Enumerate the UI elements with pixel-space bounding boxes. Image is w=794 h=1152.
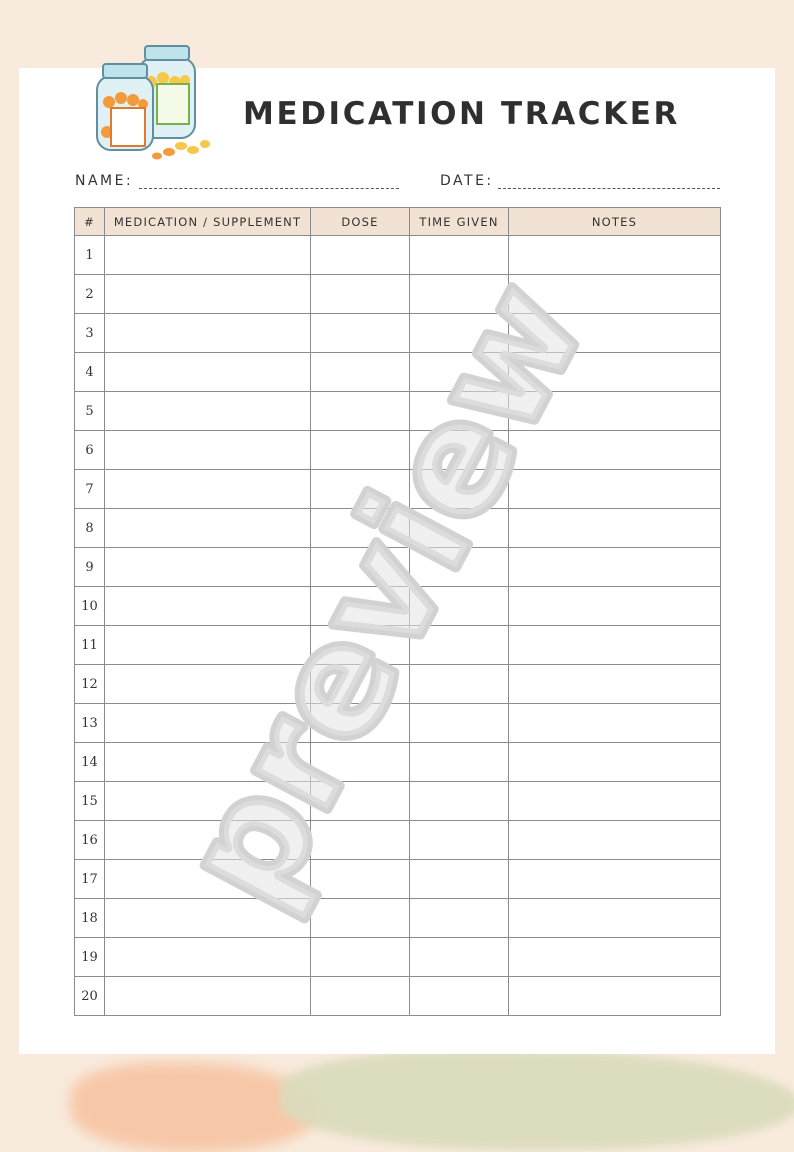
table-row [75,431,721,470]
time-given-cell[interactable] [410,275,509,314]
notes-cell[interactable] [509,353,721,392]
table-row [75,626,721,665]
time-given-cell[interactable] [410,743,509,782]
row-number: 4 [75,353,105,392]
notes-cell[interactable] [509,782,721,821]
decorative-green-brushstroke [280,1050,794,1150]
table-row [75,704,721,743]
time-given-cell[interactable] [410,782,509,821]
medication-cell[interactable] [105,392,311,431]
table-row [75,275,721,314]
notes-cell[interactable] [509,977,721,1016]
time-given-cell[interactable] [410,626,509,665]
row-number: 13 [75,704,105,743]
row-number: 9 [75,548,105,587]
medication-cell[interactable] [105,860,311,899]
time-given-cell[interactable] [410,509,509,548]
table-row [75,353,721,392]
column-header-dose: DOSE [311,208,410,236]
table-row [75,548,721,587]
column-header-number: # [75,208,105,236]
time-given-cell[interactable] [410,236,509,275]
row-number: 20 [75,977,105,1016]
table-row [75,899,721,938]
time-given-cell[interactable] [410,353,509,392]
dose-cell[interactable] [311,821,410,860]
row-number: 17 [75,860,105,899]
row-number: 6 [75,431,105,470]
notes-cell[interactable] [509,470,721,509]
time-given-cell[interactable] [410,548,509,587]
time-given-cell[interactable] [410,977,509,1016]
row-number: 7 [75,470,105,509]
medication-cell[interactable] [105,665,311,704]
dose-cell[interactable] [311,587,410,626]
row-number: 3 [75,314,105,353]
notes-cell[interactable] [509,548,721,587]
notes-cell[interactable] [509,587,721,626]
dose-cell[interactable] [311,704,410,743]
medication-cell[interactable] [105,587,311,626]
medication-cell[interactable] [105,821,311,860]
medication-cell[interactable] [105,353,311,392]
dose-cell[interactable] [311,938,410,977]
medicine-bottles-icon [81,42,221,160]
notes-cell[interactable] [509,704,721,743]
dose-cell[interactable] [311,470,410,509]
table-row [75,938,721,977]
table-row [75,782,721,821]
dose-cell[interactable] [311,236,410,275]
notes-cell[interactable] [509,431,721,470]
row-number: 16 [75,821,105,860]
table-body [75,236,721,1016]
table-row [75,821,721,860]
notes-cell[interactable] [509,899,721,938]
time-given-cell[interactable] [410,821,509,860]
table-row [75,860,721,899]
table-header-row [75,208,721,236]
notes-cell[interactable] [509,509,721,548]
medication-cell[interactable] [105,548,311,587]
dose-cell[interactable] [311,509,410,548]
dose-cell[interactable] [311,977,410,1016]
dose-cell[interactable] [311,899,410,938]
dose-cell[interactable] [311,860,410,899]
notes-cell[interactable] [509,275,721,314]
notes-cell[interactable] [509,236,721,275]
medication-cell[interactable] [105,899,311,938]
time-given-cell[interactable] [410,899,509,938]
row-number: 19 [75,938,105,977]
dose-cell[interactable] [311,431,410,470]
date-field[interactable] [498,188,720,189]
notes-cell[interactable] [509,860,721,899]
dose-cell[interactable] [311,782,410,821]
medication-cell[interactable] [105,470,311,509]
medication-cell[interactable] [105,782,311,821]
medication-cell[interactable] [105,704,311,743]
time-given-cell[interactable] [410,860,509,899]
row-number: 15 [75,782,105,821]
time-given-cell[interactable] [410,392,509,431]
name-field[interactable] [139,188,399,189]
notes-cell[interactable] [509,392,721,431]
table-row [75,314,721,353]
row-number: 14 [75,743,105,782]
row-number: 2 [75,275,105,314]
notes-cell[interactable] [509,626,721,665]
notes-cell[interactable] [509,821,721,860]
row-number: 1 [75,236,105,275]
medication-cell[interactable] [105,431,311,470]
time-given-cell[interactable] [410,470,509,509]
time-given-cell[interactable] [410,314,509,353]
medication-cell[interactable] [105,275,311,314]
page-title: MEDICATION TRACKER [243,96,681,132]
table-row [75,743,721,782]
dose-cell[interactable] [311,353,410,392]
medication-cell[interactable] [105,509,311,548]
column-header-notes: NOTES [509,208,721,236]
medication-cell[interactable] [105,743,311,782]
table-row [75,470,721,509]
medication-cell[interactable] [105,977,311,1016]
dose-cell[interactable] [311,314,410,353]
time-given-cell[interactable] [410,431,509,470]
table-row [75,509,721,548]
notes-cell[interactable] [509,938,721,977]
time-given-cell[interactable] [410,938,509,977]
medication-cell[interactable] [105,938,311,977]
medication-table [74,207,721,1016]
dose-cell[interactable] [311,626,410,665]
row-number: 18 [75,899,105,938]
dose-cell[interactable] [311,392,410,431]
time-given-cell[interactable] [410,665,509,704]
table-row [75,587,721,626]
notes-cell[interactable] [509,743,721,782]
medication-cell[interactable] [105,236,311,275]
column-header-medication: MEDICATION / SUPPLEMENT [105,208,311,236]
table-row [75,665,721,704]
medication-cell[interactable] [105,626,311,665]
time-given-cell[interactable] [410,704,509,743]
row-number: 11 [75,626,105,665]
row-number: 5 [75,392,105,431]
dose-cell[interactable] [311,743,410,782]
medication-cell[interactable] [105,314,311,353]
notes-cell[interactable] [509,665,721,704]
row-number: 12 [75,665,105,704]
notes-cell[interactable] [509,314,721,353]
dose-cell[interactable] [311,665,410,704]
date-label: DATE: [440,173,494,189]
table-row [75,392,721,431]
name-label: NAME: [75,173,134,189]
dose-cell[interactable] [311,548,410,587]
dose-cell[interactable] [311,275,410,314]
row-number: 8 [75,509,105,548]
time-given-cell[interactable] [410,587,509,626]
tracker-sheet [19,68,775,1054]
row-number: 10 [75,587,105,626]
watermark-text: preview [149,256,619,932]
column-header-time-given: TIME GIVEN [410,208,509,236]
table-row [75,977,721,1016]
table-row [75,236,721,275]
